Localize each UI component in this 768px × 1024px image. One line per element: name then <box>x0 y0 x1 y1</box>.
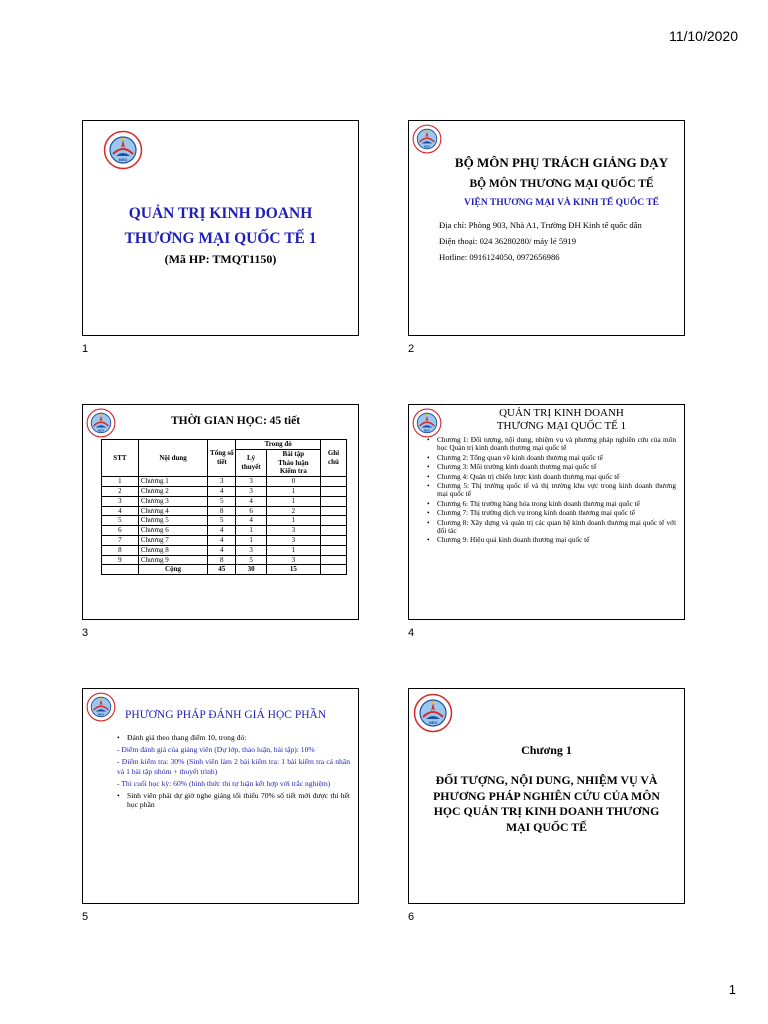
cell-practice: 1 <box>266 545 320 555</box>
total-stt <box>102 565 139 575</box>
course-outline-title-line1: QUẢN TRỊ KINH DOANH <box>499 407 624 419</box>
cell-stt: 6 <box>102 526 139 536</box>
department-heading: BỘ MÔN PHỤ TRÁCH GIẢNG DẠY <box>454 155 669 170</box>
cell-content: Chương 8 <box>138 545 207 555</box>
university-logo <box>412 124 442 154</box>
assessment-item: - Thi cuối học kỳ: 60% (hình thức thi tự luận kết hợp với trắc nghiệm) <box>117 778 331 788</box>
institute-name: VIỆN THƯƠNG MẠI VÀ KINH TẾ QUỐC TẾ <box>463 198 660 208</box>
list-item: • Chương 4: Quản trị chiến lược kinh doanh thương mại quốc tế <box>427 473 676 481</box>
assessment-body <box>117 733 350 812</box>
schedule-table <box>101 439 347 575</box>
slide-number: 1 <box>82 343 89 355</box>
cell-practice: 3 <box>266 555 320 565</box>
cell-total: 8 <box>208 555 236 565</box>
cell-theory: 4 <box>236 516 266 526</box>
cell-practice: 2 <box>266 506 320 516</box>
cell-practice: 1 <box>266 496 320 506</box>
chapter-label: Chương 1 <box>521 743 572 757</box>
slide-2 <box>408 120 685 336</box>
cell-practice: 1 <box>266 486 320 496</box>
cell-note <box>320 506 346 516</box>
col-theory <box>236 449 266 476</box>
cell-theory: 5 <box>236 555 266 565</box>
total-row <box>102 565 347 575</box>
course-title-line1: QUẢN TRỊ KINH DOANH <box>128 205 313 222</box>
total-theory: 30 <box>236 565 266 575</box>
list-item: • Chương 9: Hiệu quả kinh doanh thương mại quốc tế <box>427 536 676 544</box>
university-logo <box>86 692 116 722</box>
table-row <box>102 477 347 487</box>
cell-content: Chương 7 <box>138 535 207 545</box>
cell-stt: 8 <box>102 545 139 555</box>
slide-number: 3 <box>82 627 89 639</box>
address-line: Địa chỉ: Phòng 903, Nhà A1, Trường ĐH Kinh tế quốc dân <box>439 220 642 230</box>
slide-number: 5 <box>82 911 89 923</box>
cell-stt: 2 <box>102 486 139 496</box>
assessment-title: PHƯƠNG PHÁP ĐÁNH GIÁ HỌC PHẦN <box>125 709 327 721</box>
cell-content: Chương 1 <box>138 477 207 487</box>
university-logo <box>413 693 453 733</box>
table-row <box>102 496 347 506</box>
cell-stt: 9 <box>102 555 139 565</box>
col-content: Nội dung <box>138 440 207 477</box>
course-outline-title <box>439 407 684 432</box>
cell-content: Chương 2 <box>138 486 207 496</box>
assessment-outro: • Sinh viên phải dự giờ nghe giảng tối thiểu 70% số tiết mới được thi hết học phần <box>117 791 350 809</box>
slide-3 <box>82 404 359 620</box>
list-item: • Chương 3: Môi trường kinh doanh thương mại quốc tế <box>427 463 676 471</box>
list-item: • Chương 6: Thị trường hàng hóa trong kinh doanh thương mại quốc tế <box>427 500 676 508</box>
cell-stt: 1 <box>102 477 139 487</box>
col-practice-line1: Bài tập <box>282 449 305 458</box>
col-practice-line3: Kiểm tra <box>279 467 307 476</box>
table-row <box>102 535 347 545</box>
cell-note <box>320 486 346 496</box>
assessment-intro: • Đánh giá theo thang điểm 10, trong đó: <box>117 733 350 742</box>
assessment-item: - Điểm đánh giá của giảng viên (Dự lớp, thảo luận, bài tập): 10% <box>117 745 315 755</box>
university-logo <box>103 130 143 170</box>
cell-stt: 7 <box>102 535 139 545</box>
cell-total: 5 <box>208 516 236 526</box>
cell-total: 4 <box>208 486 236 496</box>
list-item: • Chương 2: Tổng quan về kinh doanh thương mại quốc tế <box>427 454 676 462</box>
list-item: • Chương 1: Đối tượng, nội dung, nhiệm vụ và phương pháp nghiên cứu của môn học Quản trị kinh doanh thương mại quốc tế <box>427 436 676 453</box>
cell-theory: 4 <box>236 496 266 506</box>
slide-number: 2 <box>408 343 415 355</box>
cell-practice: 3 <box>266 526 320 536</box>
cell-note <box>320 496 346 506</box>
cell-total: 3 <box>208 477 236 487</box>
slide-6 <box>408 688 685 904</box>
university-logo <box>412 408 442 438</box>
col-practice <box>266 449 320 476</box>
table-row <box>102 555 347 565</box>
total-note <box>320 565 346 575</box>
course-title-line2: THƯƠNG MẠI QUỐC TẾ 1 <box>124 230 317 247</box>
slide-number: 6 <box>408 911 415 923</box>
table-row <box>102 516 347 526</box>
list-item: • Chương 5: Thị trường quốc tế và thị trường khu vực trong kinh doanh thương mại quốc tế <box>427 482 676 499</box>
contact-info <box>439 217 642 265</box>
cell-note <box>320 545 346 555</box>
page-number: 1 <box>728 982 736 997</box>
cell-note <box>320 477 346 487</box>
slide-4 <box>408 404 685 620</box>
cell-total: 5 <box>208 496 236 506</box>
col-theory-line2: thuyết <box>241 462 261 471</box>
col-within: Trong đó <box>236 440 321 450</box>
cell-theory: 3 <box>236 486 266 496</box>
cell-practice: 3 <box>266 535 320 545</box>
cell-content: Chương 4 <box>138 506 207 516</box>
col-stt: STT <box>102 440 139 477</box>
schedule-title: THỜI GIAN HỌC: 45 tiết <box>170 415 301 427</box>
table-row <box>102 526 347 536</box>
department-name: BỘ MÔN THƯƠNG MẠI QUỐC TẾ <box>469 178 654 190</box>
course-outline-title-line2: THƯƠNG MẠI QUỐC TẾ 1 <box>496 419 627 432</box>
assessment-item: - Điểm kiểm tra: 30% (Sinh viên làm 2 bài kiểm tra: 1 bài kiểm tra cá nhân và 1 bài tập nhóm + thuyết trình) <box>117 757 350 776</box>
table-row <box>102 545 347 555</box>
cell-stt: 3 <box>102 496 139 506</box>
list-item: • Chương 7: Thị trường dịch vụ trong kinh doanh thương mại quốc tế <box>427 509 676 517</box>
cell-total: 4 <box>208 545 236 555</box>
total-total: 45 <box>208 565 236 575</box>
cell-content: Chương 6 <box>138 526 207 536</box>
col-total-line2: tiết <box>216 458 227 467</box>
cell-theory: 3 <box>236 477 266 487</box>
cell-total: 4 <box>208 526 236 536</box>
hotline-line: Hotline: 0916124050, 0972656986 <box>439 252 560 262</box>
cell-content: Chương 3 <box>138 496 207 506</box>
cell-stt: 4 <box>102 506 139 516</box>
cell-theory: 1 <box>236 526 266 536</box>
table-row <box>102 506 347 516</box>
cell-total: 8 <box>208 506 236 516</box>
cell-content: Chương 9 <box>138 555 207 565</box>
col-total <box>208 440 236 477</box>
col-note <box>320 440 346 477</box>
phone-line: Điện thoại: 024 36280280/ máy lẻ 5919 <box>439 236 577 246</box>
chapter-list <box>427 436 676 546</box>
cell-theory: 6 <box>236 506 266 516</box>
col-total-line1: Tổng số <box>210 449 234 458</box>
table-row <box>102 486 347 496</box>
slide-5 <box>82 688 359 904</box>
list-item: • Chương 8: Xây dựng và quản trị các quan hệ kinh doanh thương mại quốc tế với đối tác <box>427 519 676 536</box>
col-theory-line1: Lý <box>246 454 256 463</box>
slide-number: 4 <box>408 627 415 639</box>
total-practice: 15 <box>266 565 320 575</box>
cell-stt: 5 <box>102 516 139 526</box>
cell-content: Chương 5 <box>138 516 207 526</box>
cell-theory: 1 <box>236 535 266 545</box>
page-date: 11/10/2020 <box>668 28 738 44</box>
total-label: Cộng <box>138 565 207 575</box>
course-title <box>83 201 358 251</box>
cell-note <box>320 526 346 536</box>
cell-theory: 3 <box>236 545 266 555</box>
col-note-line2: chú <box>328 458 339 467</box>
cell-practice: 0 <box>266 477 320 487</box>
cell-note <box>320 555 346 565</box>
course-code: (Mã HP: TMQT1150) <box>164 252 277 266</box>
cell-practice: 1 <box>266 516 320 526</box>
cell-note <box>320 516 346 526</box>
col-practice-line2: Thảo luận <box>278 458 309 467</box>
chapter-title: ĐỐI TƯỢNG, NỘI DUNG, NHIỆM VỤ VÀ PHƯƠNG PHÁP NGHIÊN CỨU CỦA MÔN HỌC QUẢN TRỊ KINH DOANH THƯƠNG MẠI QUỐC TẾ <box>433 773 660 834</box>
cell-note <box>320 535 346 545</box>
slide-1 <box>82 120 359 336</box>
cell-total: 4 <box>208 535 236 545</box>
col-note-line1: Ghi <box>327 449 340 458</box>
